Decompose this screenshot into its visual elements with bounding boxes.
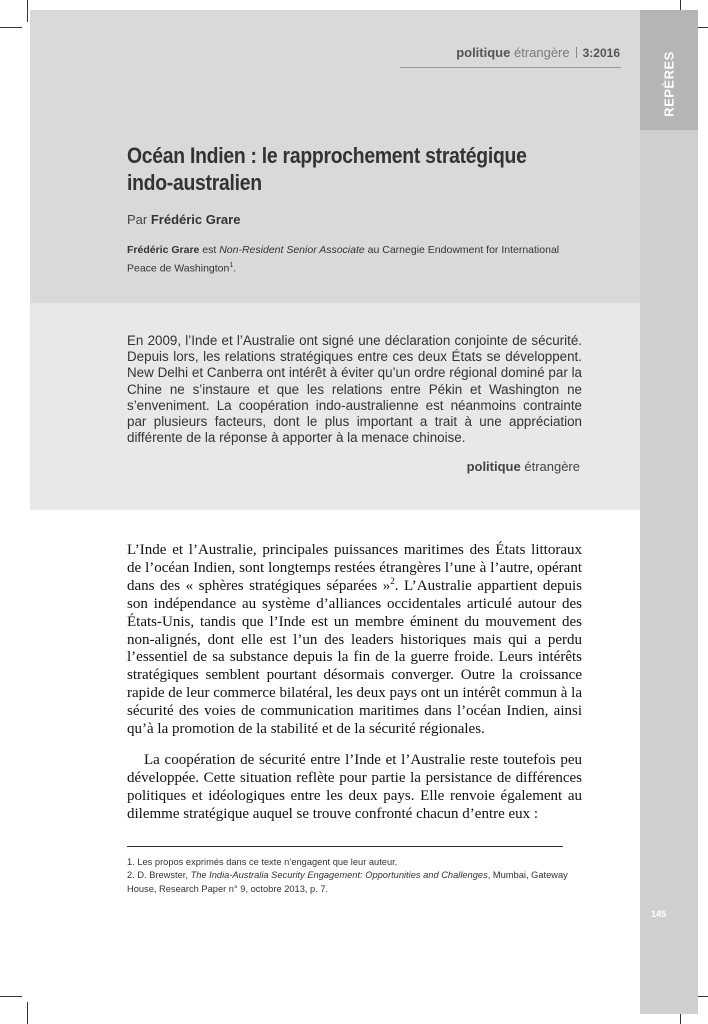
crop-mark bbox=[0, 996, 22, 997]
page-number: 145 bbox=[651, 909, 667, 919]
footnote-ref: 1 bbox=[229, 262, 234, 269]
abstract: En 2009, l’Inde et l’Australie ont signé une déclaration conjointe de sécurité. Depuis lors, les relations stratégiques entre ces deux États se développent. New Delhi et Canberra ont intérêt à éviter qu’un ordre régional dominé par la Chine ne s’instaure et que les relations entre Pékin et Washington ne s’enveniment. La coopération indo-australienne est néanmoins contrainte par plusieurs facteurs, dont le plus important a trait à une appréciation différente de la réponse à apporter à la menace chinoise. bbox=[127, 333, 582, 446]
section-tab-text: REPÈRES bbox=[661, 51, 677, 117]
body-paragraph bbox=[127, 542, 582, 739]
section-tab-label bbox=[640, 10, 698, 130]
bio-text: au Carnegie Endowment for International Peace de Washington bbox=[127, 244, 560, 275]
journal-name-rest: étrangère bbox=[510, 45, 570, 60]
body-paragraph: La coopération de sécurité entre l’Inde et l’Australie reste toutefois peu développée. Cette situation reflète pour partie la persistance de différences politiques et idéologiques entre les deux pays. Elle renvoie également au dilemme stratégique auquel se trouve confronté chacun d’entre eux : bbox=[127, 752, 582, 822]
footnote: 1. Les propos exprimés dans ce texte n’engagent que leur auteur. bbox=[127, 857, 398, 867]
footnote-ref: 2 bbox=[390, 575, 395, 586]
footnote-text: 2. D. Brewster, bbox=[127, 870, 191, 881]
byline-prefix: Par bbox=[127, 212, 151, 227]
footnote-rule bbox=[127, 846, 563, 847]
bio-author: Frédéric Grare bbox=[127, 244, 200, 256]
running-head-separator bbox=[576, 47, 577, 58]
crop-mark bbox=[27, 1002, 28, 1024]
side-margin-band bbox=[640, 10, 698, 1014]
issue-number: 3:2016 bbox=[582, 46, 620, 60]
bio-role: Non-Resident Senior Associate bbox=[219, 244, 365, 256]
byline bbox=[127, 212, 240, 227]
article-title: Océan Indien : le rapprochement stratégique indo-australien bbox=[127, 143, 527, 195]
crop-mark bbox=[27, 0, 28, 22]
bio-text: est bbox=[199, 244, 220, 256]
footnote-text: , Mumbai, Gateway House, Research Paper n° 9, octobre 2013, p. 7. bbox=[127, 870, 568, 894]
journal-name-bold: politique bbox=[456, 45, 511, 60]
crop-mark bbox=[0, 27, 22, 28]
abstract-signature-rest: étrangère bbox=[520, 459, 580, 474]
bio-text: . bbox=[233, 262, 237, 275]
body-text: L’Inde et l’Australie, principales puissances maritimes des États littoraux de l’océan Indien, sont longtemps restées étrangères l’une à l’autre, opérant dans des « sphères stratégiques séparées » bbox=[127, 542, 582, 594]
footnote-title: The India-Australia Security Engagement: Opportunities and Challenges bbox=[190, 870, 488, 881]
running-head bbox=[456, 45, 620, 60]
body-text: . L’Australie appartient depuis son indépendance au système d’alliances occidentales articulé autour des États-Unis, tandis que l’Inde est un membre éminent du mouvement des non-alignés, dont elle est l’un des leaders historiques mais qui a perdu l’essentiel de sa substance depuis la fin de la guerre froide. Leurs intérêts stratégiques semblent pourtant désormais converger. Outre la croissance rapide de leur commerce bilatéral, les deux pays ont un intérêt commun à la sécurité des voies de communication maritimes dans l’océan Indien, ainsi qu’à la promotion de la stabilité et de la sécurité régionales. bbox=[127, 577, 582, 738]
footnotes bbox=[127, 856, 582, 896]
byline-author: Frédéric Grare bbox=[150, 212, 241, 227]
author-bio bbox=[127, 243, 582, 277]
abstract-signature bbox=[467, 459, 580, 474]
abstract-signature-bold: politique bbox=[466, 459, 521, 474]
footnote bbox=[127, 869, 582, 896]
running-head-rule bbox=[400, 67, 621, 68]
